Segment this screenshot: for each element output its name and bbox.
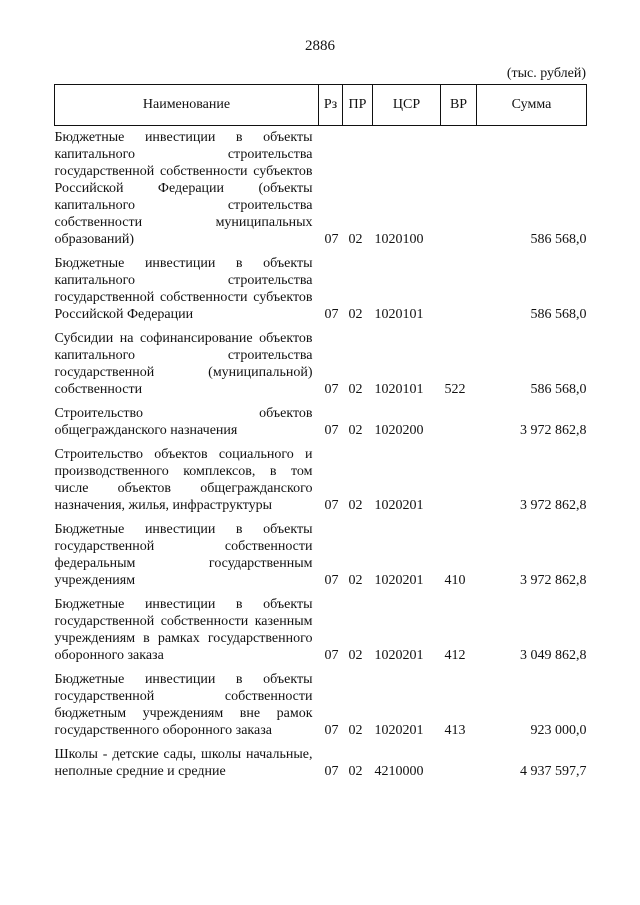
row-sum: 3 972 862,8 (520, 498, 587, 513)
row-name: Строительство объектов общегражданского назначения (54, 406, 313, 438)
row-sum: 586 568,0 (530, 232, 587, 247)
row-csr: 1020100 (374, 232, 424, 247)
row-csr: 1020200 (374, 423, 424, 438)
row-rz: 07 (324, 648, 339, 663)
row-csr: 1020201 (374, 648, 424, 663)
units-label: (тыс. рублей) (506, 66, 586, 81)
row-name: Бюджетные инвестиции в объекты государственной собственности казенным учреждениям в рамках государственного оборонного заказа (54, 597, 313, 663)
table-body (55, 126, 587, 781)
row-csr: 1020101 (374, 307, 424, 322)
row-sum: 3 049 862,8 (520, 648, 587, 663)
row-name: Школы - детские сады, школы начальные, неполные средние и средние (54, 747, 313, 779)
row-sum: 3 972 862,8 (520, 423, 587, 438)
row-pr: 02 (348, 423, 363, 438)
row-sum: 3 972 862,8 (520, 573, 587, 588)
row-rz: 07 (324, 423, 339, 438)
header-rz: Рз (319, 85, 343, 126)
row-rz: 07 (324, 232, 339, 247)
header-sum: Сумма (477, 85, 587, 126)
table-row (55, 323, 587, 398)
row-vr: 522 (444, 382, 466, 397)
row-pr: 02 (348, 723, 363, 738)
row-name: Бюджетные инвестиции в объекты государственной собственности федеральным государственным учреждениям (54, 522, 313, 588)
row-name: Бюджетные инвестиции в объекты капитального строительства государственной собственности субъектов Российской Федерации (54, 256, 313, 322)
row-vr (441, 398, 477, 439)
table-row (55, 664, 587, 739)
row-rz: 07 (324, 573, 339, 588)
table-row (55, 248, 587, 323)
table-header (55, 85, 587, 126)
table-row (55, 398, 587, 439)
header-csr: ЦСР (373, 85, 441, 126)
header-pr: ПР (343, 85, 373, 126)
row-pr: 02 (348, 573, 363, 588)
row-csr: 4210000 (374, 764, 424, 779)
row-rz: 07 (324, 764, 339, 779)
row-pr: 02 (348, 498, 363, 513)
row-rz: 07 (324, 498, 339, 513)
row-vr: 413 (444, 723, 466, 738)
row-pr: 02 (348, 648, 363, 663)
row-sum: 4 937 597,7 (520, 764, 587, 779)
row-pr: 02 (348, 382, 363, 397)
row-vr: 412 (444, 648, 466, 663)
table-row (55, 589, 587, 664)
row-vr (441, 126, 477, 249)
row-csr: 1020101 (374, 382, 424, 397)
row-pr: 02 (348, 307, 363, 322)
row-rz: 07 (324, 382, 339, 397)
row-vr (441, 739, 477, 780)
row-vr (441, 248, 477, 323)
row-sum: 923 000,0 (530, 723, 587, 738)
header-name: Наименование (55, 85, 319, 126)
header-vr: ВР (441, 85, 477, 126)
row-rz: 07 (324, 723, 339, 738)
row-pr: 02 (348, 764, 363, 779)
row-csr: 1020201 (374, 723, 424, 738)
page-number: 2886 (305, 38, 335, 54)
header-row (55, 85, 587, 126)
table-row (55, 514, 587, 589)
table-row (55, 439, 587, 514)
row-name: Строительство объектов социального и производственного комплексов, в том числе объектов общегражданского назначения, жилья, инфраструктуры (54, 447, 313, 513)
row-vr (441, 439, 477, 514)
budget-table (54, 84, 587, 780)
row-pr: 02 (348, 232, 363, 247)
row-sum: 586 568,0 (530, 382, 587, 397)
row-csr: 1020201 (374, 573, 424, 588)
row-sum: 586 568,0 (530, 307, 587, 322)
row-name: Субсидии на софинансирование объектов капитального строительства государственной (муниципальной) собственности (54, 331, 313, 397)
row-csr: 1020201 (374, 498, 424, 513)
row-name: Бюджетные инвестиции в объекты государственной собственности бюджетным учреждениям вне рамок государственного оборонного заказа (54, 672, 313, 738)
row-rz: 07 (324, 307, 339, 322)
table-row (55, 739, 587, 780)
table-row (55, 126, 587, 249)
row-vr: 410 (444, 573, 466, 588)
row-name: Бюджетные инвестиции в объекты капитального строительства государственной собственности субъектов Российской Федерации (объекты капитального строительства собственности муниципальных образований) (54, 130, 313, 247)
